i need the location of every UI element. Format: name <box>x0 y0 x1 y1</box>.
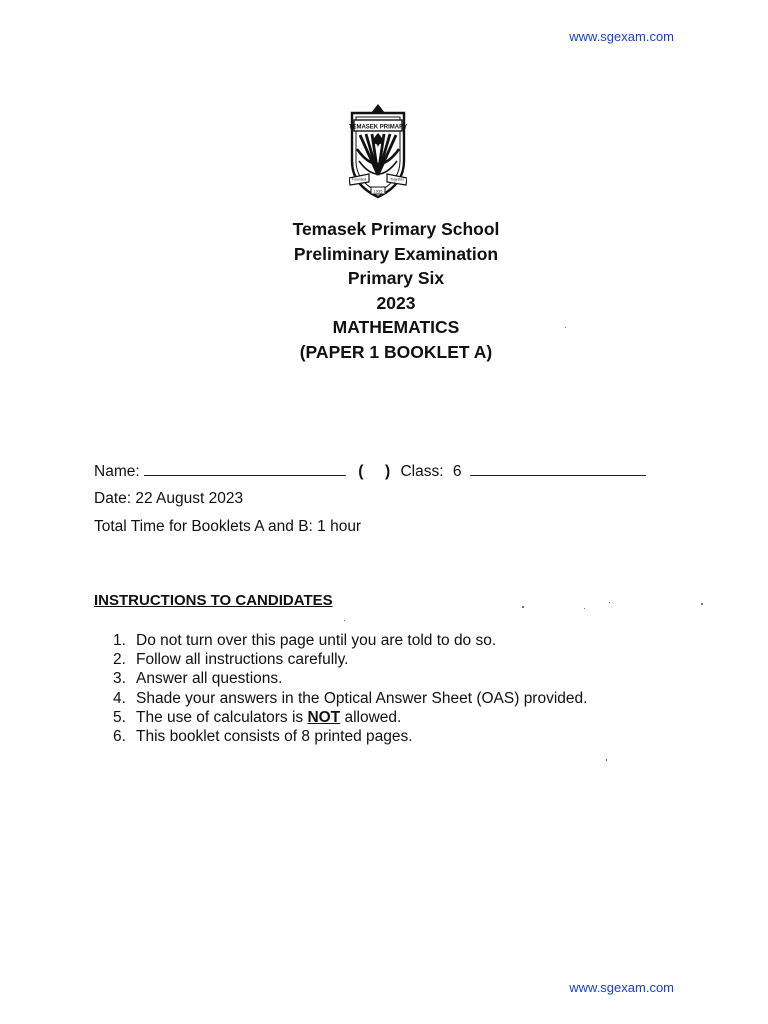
school-crest-icon <box>349 101 407 201</box>
scan-speck <box>344 620 345 621</box>
instruction-item: 6. This booklet consists of 8 printed pages. <box>113 728 413 746</box>
class-label: Class: <box>400 463 444 480</box>
instructions-list <box>113 631 587 746</box>
candidate-details <box>94 460 646 544</box>
name-label: Name: <box>94 463 140 480</box>
name-class-row <box>94 460 646 488</box>
instructions-title: INSTRUCTIONS TO CANDIDATES <box>94 592 333 609</box>
svg-text:Founded: Founded <box>351 177 367 182</box>
school-name: Temasek Primary School <box>292 219 500 239</box>
instruction-item: 5. The use of calculators is NOT allowed. <box>113 708 402 726</box>
not-emphasis: NOT <box>307 708 341 726</box>
scan-speck <box>584 608 585 609</box>
svg-text:1935: 1935 <box>373 188 383 194</box>
sgexam-link-bottom[interactable]: www.sgexam.com <box>569 980 674 995</box>
exam-heading <box>0 217 768 365</box>
time-line: Total Time for Booklets A and B: 1 hour <box>94 518 362 535</box>
instruction-item: 2. Follow all instructions carefully. <box>113 651 349 669</box>
svg-text:TEMASEK PRIMARY: TEMASEK PRIMARY <box>349 124 407 131</box>
date-line: Date: 22 August 2023 <box>94 490 244 507</box>
class-value: 6 <box>452 463 462 480</box>
subject-title: MATHEMATICS <box>332 317 460 338</box>
paper-title: (PAPER 1 BOOKLET A) <box>299 341 493 362</box>
scan-speck <box>609 602 610 603</box>
svg-text:Together: Together <box>390 177 404 182</box>
exam-title: Preliminary Examination <box>293 243 499 264</box>
instruction-item: 4. Shade your answers in the Optical Answer Sheet (OAS) provided. <box>113 689 588 707</box>
level-title: Primary Six <box>347 268 445 289</box>
instruction-item: 3. Answer all questions. <box>113 670 283 688</box>
sgexam-link-top[interactable]: www.sgexam.com <box>569 29 674 44</box>
scan-speck <box>606 759 607 761</box>
name-field[interactable] <box>144 460 346 476</box>
instruction-item: 1. Do not turn over this page until you are told to do so. <box>113 632 497 649</box>
scan-speck <box>565 327 566 328</box>
exam-year: 2023 <box>376 292 416 313</box>
scan-speck <box>522 606 524 608</box>
class-field[interactable] <box>470 460 646 476</box>
index-number-field[interactable]: ( ) <box>358 463 391 480</box>
scan-speck <box>701 603 703 605</box>
